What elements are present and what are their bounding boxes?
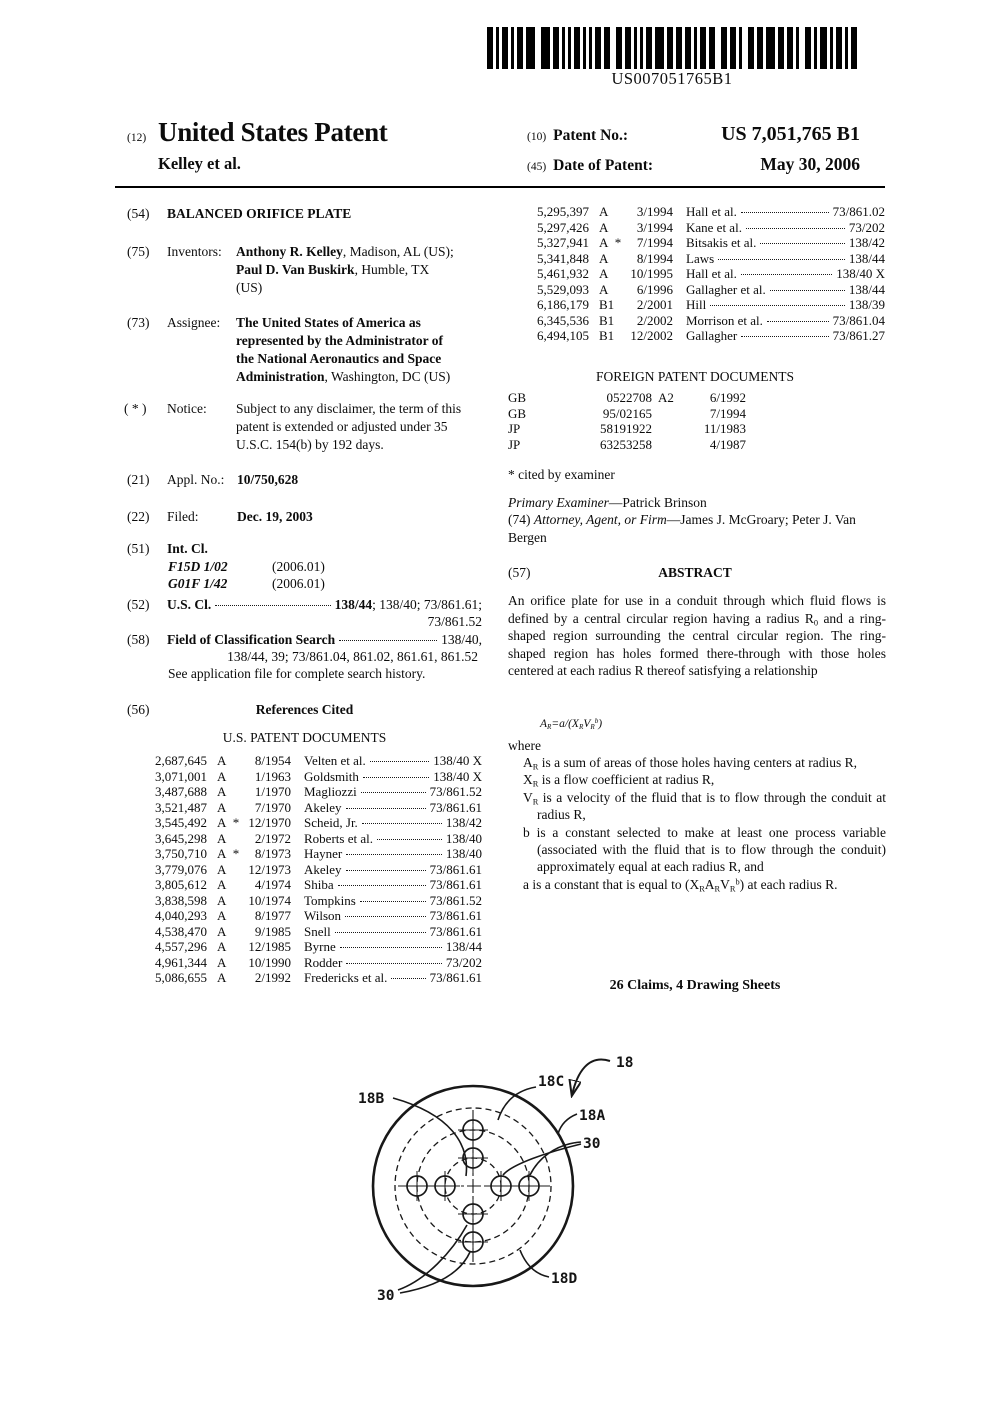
us-cl-overflow: 73/861.52 (427, 614, 482, 629)
table-row: 3,838,598 A 10/1974 Tompkins 73/861.52 (155, 892, 482, 908)
patent-no-label: Patent No.: (553, 127, 629, 144)
field-search-line2: 138/44, 39; 73/861.04, 861.02, 861.61, 861.52 (227, 649, 478, 664)
barcode-bar (851, 27, 857, 69)
field-73-label: Assignee: (167, 315, 221, 330)
table-row: 3,487,688 A 1/1970 Magliozzi 73/861.52 (155, 784, 482, 799)
field-search-label: Field of Classification Search (167, 632, 336, 647)
figure-label-18c: 18C (538, 1074, 565, 1090)
dot-leader (215, 605, 330, 606)
foreign-documents-table (508, 390, 748, 452)
abstract-formula: $A_R=a/(X_RV_R^b)$ (540, 717, 603, 732)
table-row: 4,040,293 A 8/1977 Wilson 73/861.61 (155, 908, 482, 923)
notice-code: ( * ) (124, 401, 147, 416)
table-row: 3,805,612 A 4/1974 Shiba 73/861.61 (155, 877, 482, 892)
cited-by-examiner-note: * cited by examiner (508, 467, 615, 482)
abstract-text: An orifice plate for use in a conduit through which fluid flows is defined by a central circular region having a radius $R_0$ and a ring-shaped region surrounding the central circular region. The ring-shaped region has holes formed there-through with those holes centered at each radius R thereof satisfying a relationship (508, 593, 886, 678)
table-row: 3,521,487 A 7/1970 Akeley 73/861.61 (155, 799, 482, 815)
ref-18a-leader (558, 1114, 577, 1134)
table-row: $V_R$ is a velocity of the fluid that is to flow through the conduit at radius R, (523, 789, 886, 823)
claims-summary: 26 Claims, 4 Drawing Sheets (609, 978, 781, 993)
abstract-title: ABSTRACT (658, 565, 732, 580)
field-56-code: (56) (127, 702, 150, 717)
table-row: Subject to any disclaimer, the term of this (236, 401, 462, 416)
table-row: Administration, Washington, DC (US) (236, 369, 451, 384)
page-title: United States Patent (158, 117, 388, 147)
figure-label-18d: 18D (551, 1271, 578, 1287)
where-label: where (508, 738, 541, 753)
table-row: 5,529,093 A 6/1996 Gallagher et al. 138/44 (537, 281, 885, 297)
invention-title: BALANCED ORIFICE PLATE (167, 206, 352, 221)
field-22-code: (22) (127, 509, 150, 524)
appl-no-label: Appl. No.: (167, 472, 225, 487)
barcode-bar (655, 27, 664, 69)
field-75-label: Inventors: (167, 244, 222, 259)
barcode-text: US007051765B1 (611, 69, 733, 88)
table-row: 5,461,932 A 10/1995 Hall et al. 138/40 X (537, 266, 885, 281)
ref-30-right-leader-1 (530, 1142, 581, 1175)
table-row: G01F 1/42 (2006.01) (168, 576, 325, 591)
us-patent-documents-title: U.S. PATENT DOCUMENTS (222, 730, 387, 745)
table-row: F15D 1/02 (2006.01) (168, 559, 325, 574)
field-51-code: (51) (127, 541, 150, 556)
table-row: 5,295,397 A 3/1994 Hall et al. 73/861.02 (537, 204, 885, 219)
ref-30-bottom-leader-1 (398, 1225, 467, 1290)
table-row: 5,086,655 A 2/1992 Fredericks et al. 73/861.61 (155, 970, 482, 985)
table-row: 6,494,105 B1 12/2002 Gallagher 73/861.27 (537, 328, 885, 343)
table-row: 3,779,076 A 12/1973 Akeley 73/861.61 (155, 861, 482, 877)
table-row: the National Aeronautics and Space (236, 351, 442, 366)
patent-date-row (527, 156, 860, 177)
table-row: U.S.C. 154(b) by 192 days. (236, 437, 384, 452)
table-row: 6,345,536 B1 2/2002 Morrison et al. 73/861.04 (537, 312, 885, 328)
table-row: 3,750,710 A * 8/1973 Hayner 138/40 (155, 846, 482, 861)
kind-code: (12) (127, 132, 147, 144)
barcode-bar (541, 27, 550, 69)
table-row: JP 58191922 11/1983 (508, 421, 746, 437)
table-row: 5,327,941 A * 7/1994 Bitsakis et al. 138/42 (537, 235, 885, 250)
table-row: Anthony R. Kelley, Madison, AL (US); (236, 244, 454, 259)
table-row: 3,071,001 A 1/1963 Goldsmith 138/40 X (155, 768, 482, 784)
table-row: (US) (236, 280, 263, 295)
field-73-code: (73) (127, 315, 150, 330)
field-search-line (167, 631, 482, 649)
int-cl-label: Int. Cl. (167, 541, 208, 556)
table-row: 3,645,298 A 2/1972 Roberts et al. 138/40 (155, 830, 482, 846)
field-58-code: (58) (127, 632, 150, 647)
figure-label-30-right: 30 (583, 1136, 601, 1152)
field-search-value: 138/40, (441, 632, 482, 647)
patent-date: May 30, 2006 (760, 154, 860, 174)
table-row: a is a constant that is equal to $(X_RA_RV_R^b)$ at each radius R. (523, 876, 838, 894)
date-code: (45) (527, 161, 547, 173)
notice-label: Notice: (167, 401, 207, 416)
foreign-documents-title: FOREIGN PATENT DOCUMENTS (595, 369, 795, 384)
us-cl-line (167, 596, 482, 614)
filed-value: Dec. 19, 2003 (237, 509, 313, 524)
table-row: Paul D. Van Buskirk, Humble, TX (236, 262, 430, 277)
inventor-short-line: Kelley et al. (158, 154, 241, 173)
figure-label-18b: 18B (358, 1091, 385, 1107)
barcode-bar (526, 27, 535, 69)
filed-label: Filed: (167, 509, 199, 524)
int-cl-classes (168, 558, 418, 592)
appl-no-value: 10/750,628 (237, 472, 299, 487)
us-cl-value: 138/44; 138/40; 73/861.61; (334, 597, 482, 612)
field-21-code: (21) (127, 472, 150, 487)
table-row: $X_R$ is a flow coefficient at radius R, (523, 772, 715, 789)
primary-examiner-line: Primary Examiner—Patrick Brinson (508, 495, 707, 510)
barcode-bar (766, 27, 775, 69)
table-row: 4,961,344 A 10/1990 Rodder 73/202 (155, 954, 482, 970)
barcode (487, 27, 857, 69)
patent-number-row (527, 123, 860, 147)
patent-no-code: (10) (527, 131, 547, 143)
where-definitions (508, 754, 886, 893)
assignee (236, 314, 488, 386)
table-row: 6,186,179 B1 2/2001 Hill 138/39 (537, 297, 885, 312)
table-row: 3,545,492 A * 12/1970 Scheid, Jr. 138/42 (155, 815, 482, 830)
patent-number: US 7,051,765 B1 (721, 123, 860, 145)
table-row: GB 95/02165 7/1994 (508, 405, 746, 421)
ref-18-arrow (572, 1060, 610, 1095)
field-search-line3: See application file for complete search history. (168, 666, 426, 681)
table-row: patent is extended or adjusted under 35 (236, 419, 448, 434)
table-row: 2,687,645 A 8/1954 Velten et al. 138/40 X (155, 753, 482, 768)
figure-label-18: 18 (616, 1055, 634, 1071)
table-row: 4,538,470 A 9/1985 Snell 73/861.61 (155, 923, 482, 939)
table-row: 5,297,426 A 3/1994 Kane et al. 73/202 (537, 219, 885, 235)
table-row: b is a constant selected to make at least one process variable (associated with the fluid that is to flow through the conduit) approximately equal at each radius R, and (523, 824, 886, 875)
table-row: GB 0522708 A2 6/1992 (508, 390, 746, 405)
field-75-code: (75) (127, 244, 150, 259)
date-label: Date of Patent: (553, 157, 654, 174)
field-57-code: (57) (508, 565, 531, 580)
us-patents-table-right (537, 204, 885, 344)
table-row: 5,341,848 A 8/1994 Laws 138/44 (537, 250, 885, 266)
ref-30-bottom-leader-2 (400, 1252, 470, 1293)
field-54-code: (54) (127, 206, 150, 221)
figure-orifice-plate (300, 1040, 700, 1350)
table-row: The United States of America as (236, 315, 421, 330)
references-cited-title: References Cited (255, 702, 354, 717)
us-patents-table-left (155, 753, 482, 986)
table-row: represented by the Administrator of (236, 333, 443, 348)
field-52-code: (52) (127, 597, 150, 612)
notice-text (236, 400, 491, 454)
table-row: JP 63253258 4/1987 (508, 436, 746, 452)
table-row: $A_R$ is a sum of areas of those holes having centers at radius R, (523, 755, 857, 772)
figure-label-30-bottom: 30 (377, 1288, 395, 1304)
table-row: 4,557,296 A 12/1985 Byrne 138/44 (155, 939, 482, 954)
header-divider (115, 186, 885, 188)
attorney-line: (74) Attorney, Agent, or Firm—James J. McGroary; Peter J. Van Bergen (508, 512, 856, 545)
us-cl-label: U.S. Cl. (167, 597, 212, 612)
dot-leader (339, 640, 437, 641)
inventors-list (236, 243, 488, 297)
figure-label-18a: 18A (579, 1108, 606, 1124)
